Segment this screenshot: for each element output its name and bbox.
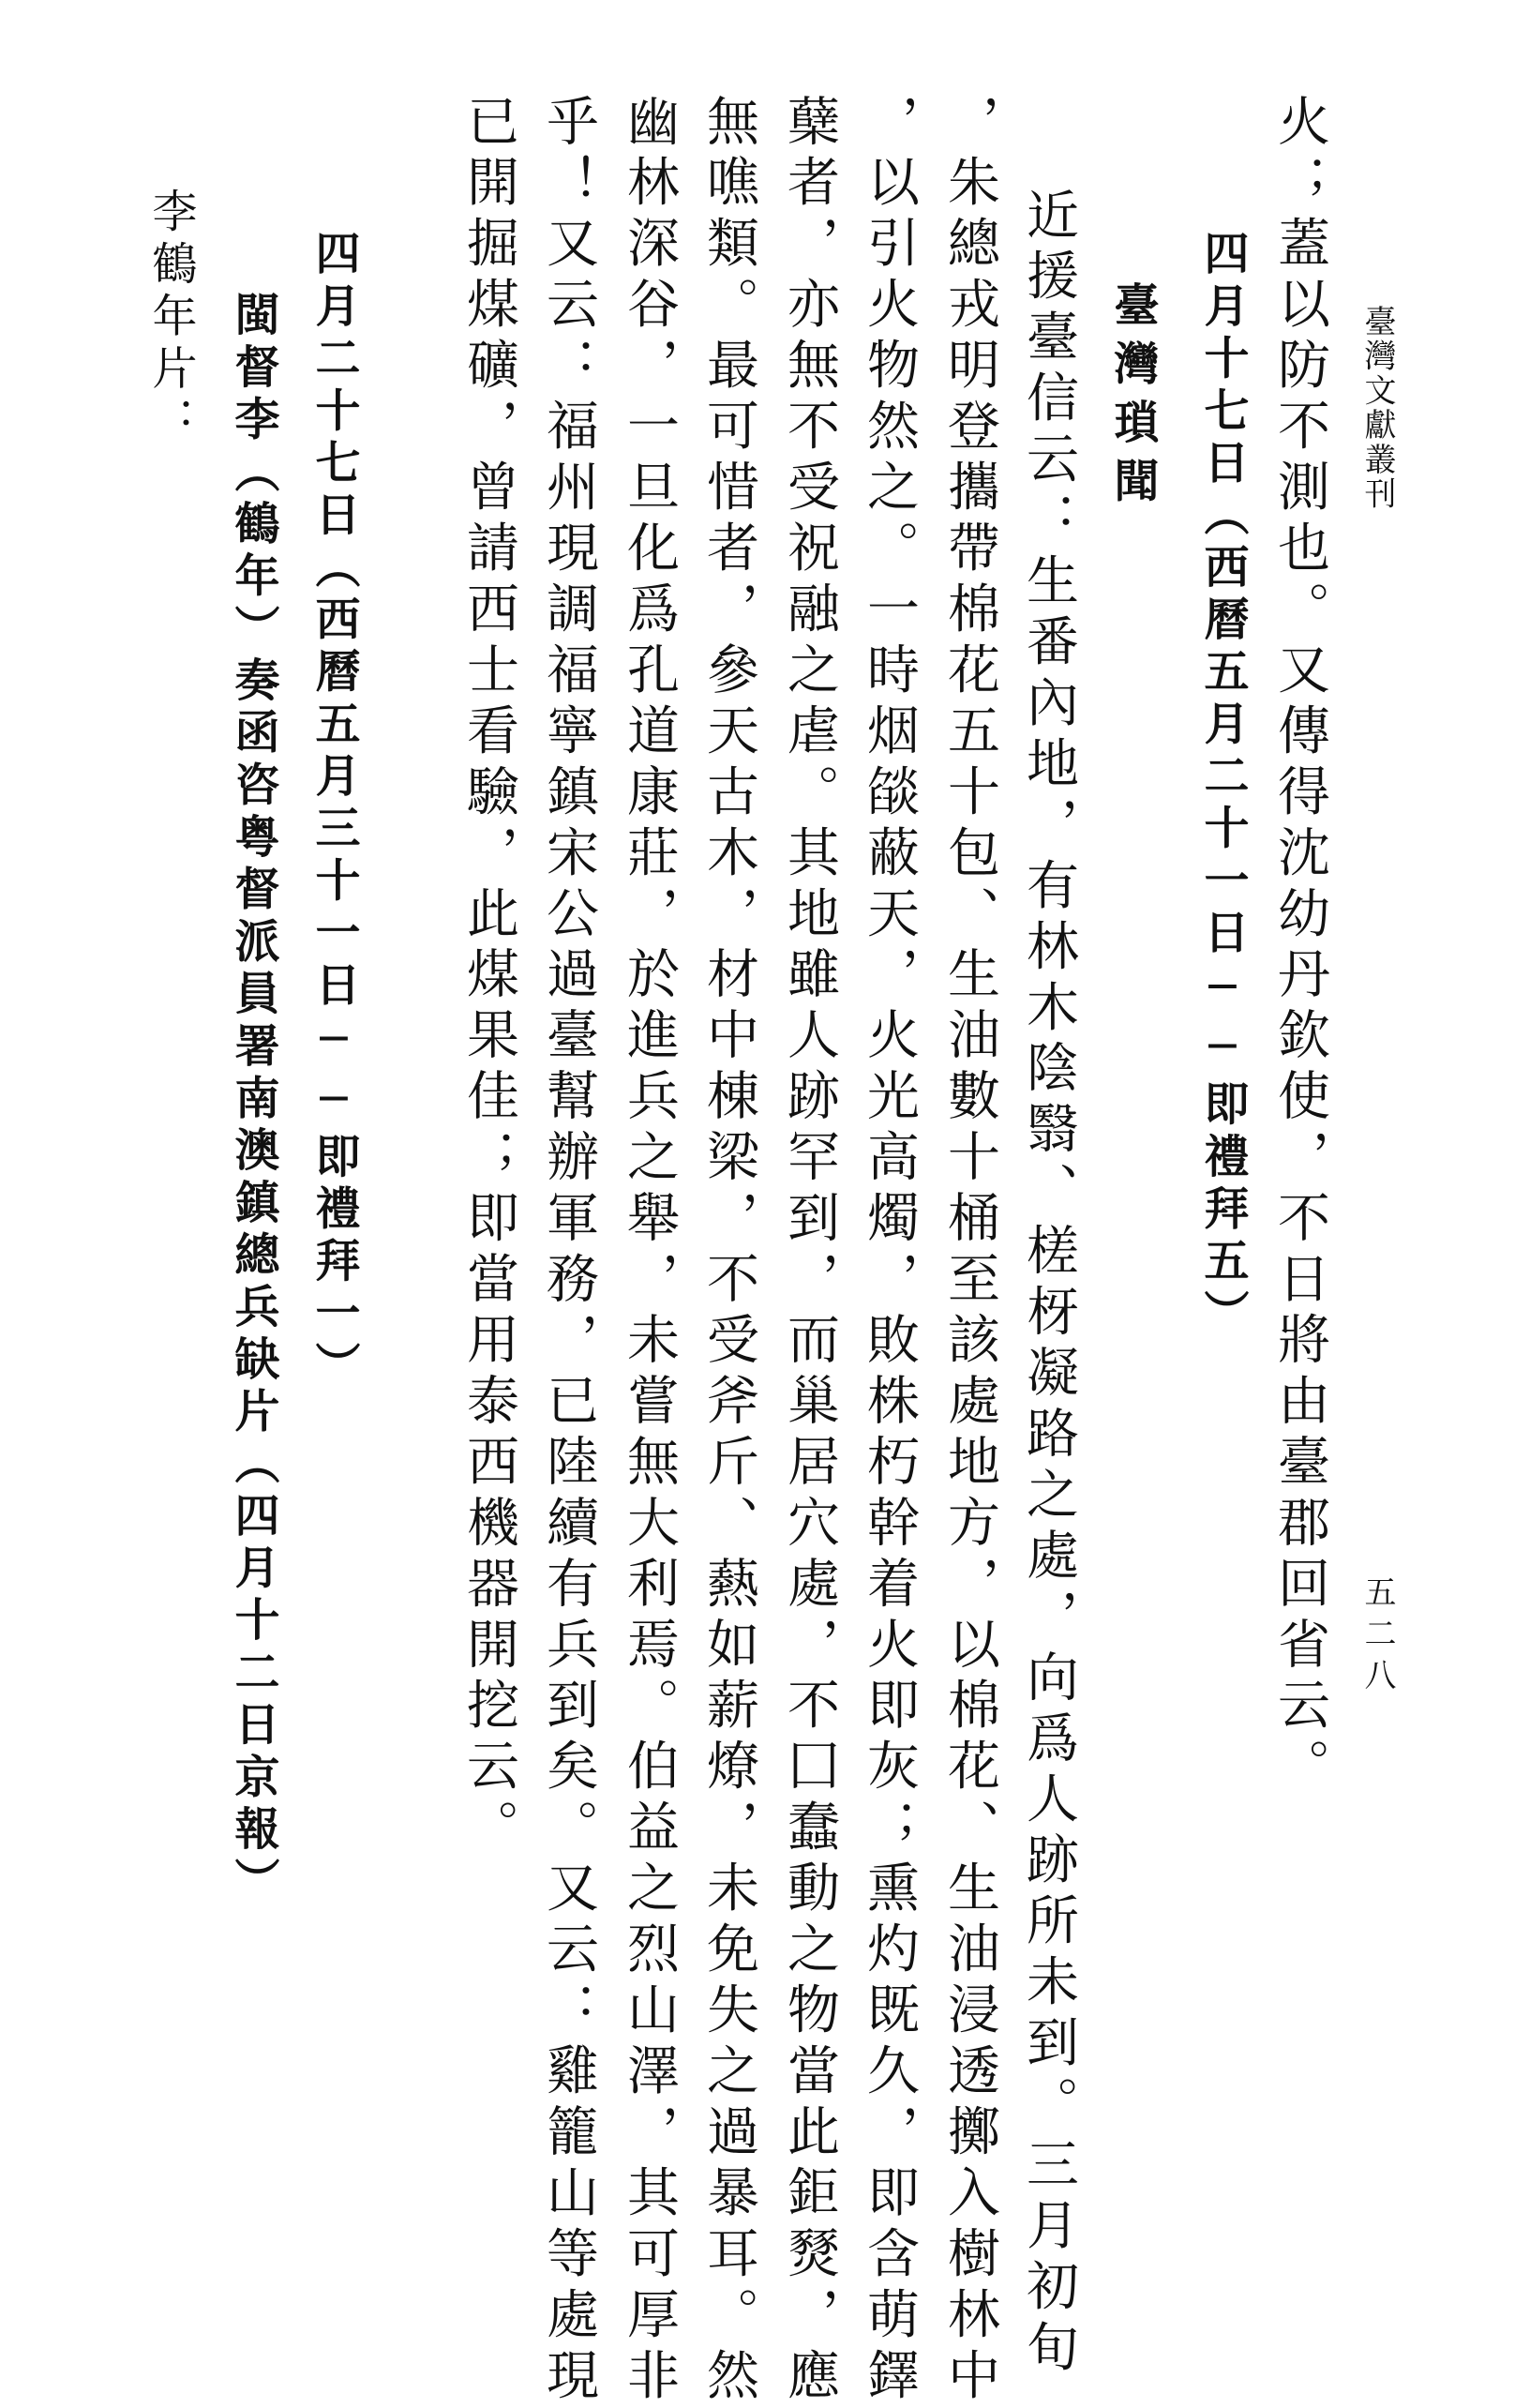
text-column-3: ，朱總戎明登攜帶棉花五十包、生油數十桶至該處地方，以棉花、生油浸透擲入樹林中: [939, 94, 1000, 2408]
text-column-8: 乎！又云：福州現調福寧鎮宋公過臺幫辦軍務，已陸續有兵到矣。又云：雞籠山等處現: [538, 94, 599, 2408]
date-heading-2: 四月二十七日（西曆五月三十一日──即禮拜一）: [308, 230, 360, 1393]
text-column-2: 近援臺信云：生番內地，有林木陰翳、槎枒凝路之處，向爲人跡所未到。三月初旬: [1018, 188, 1079, 2381]
section-heading: 臺灣瑣聞: [1106, 281, 1159, 516]
memorial-title: 閩督李（鶴年）奏函咨粤督派員署南澳鎮總兵缺片（四月十二日京報）: [227, 291, 279, 1910]
text-column-4: ，以引火物然之。一時烟燄蔽天，火光高燭，敗株朽幹着火即灰；熏灼既久，即含萌鐸: [859, 94, 920, 2408]
text-column-9: 已開掘煤礦，曾請西士看驗，此煤果佳；即當用泰西機器開挖云。: [458, 94, 519, 1860]
text-column-1: 火；蓋以防不測也。又傳得沈幼丹欽使，不日將由臺郡回省云。: [1269, 94, 1330, 1799]
text-column-5: 蘖者，亦無不受祝融之虐。其地雖人跡罕到，而巢居穴處，不囗蠢動之物當此鉅燹，應: [779, 94, 840, 2408]
text-column-7: 幽林深谷，一旦化爲孔道康莊，於進兵之舉，未嘗無大利焉。伯益之烈山澤，其可厚非: [619, 94, 680, 2408]
text-column-10: 李鶴年片：: [144, 188, 197, 449]
series-title: 臺灣文獻叢刊: [1358, 305, 1396, 512]
text-column-6: 無噍類。最可惜者，參天古木，材中棟梁，不受斧斤、爇如薪燎，未免失之過暴耳。然: [698, 94, 759, 2408]
page-number: 五二八: [1358, 1575, 1396, 1700]
date-heading-1: 四月十七日（西曆五月二十一日──即禮拜五）: [1196, 230, 1249, 1342]
